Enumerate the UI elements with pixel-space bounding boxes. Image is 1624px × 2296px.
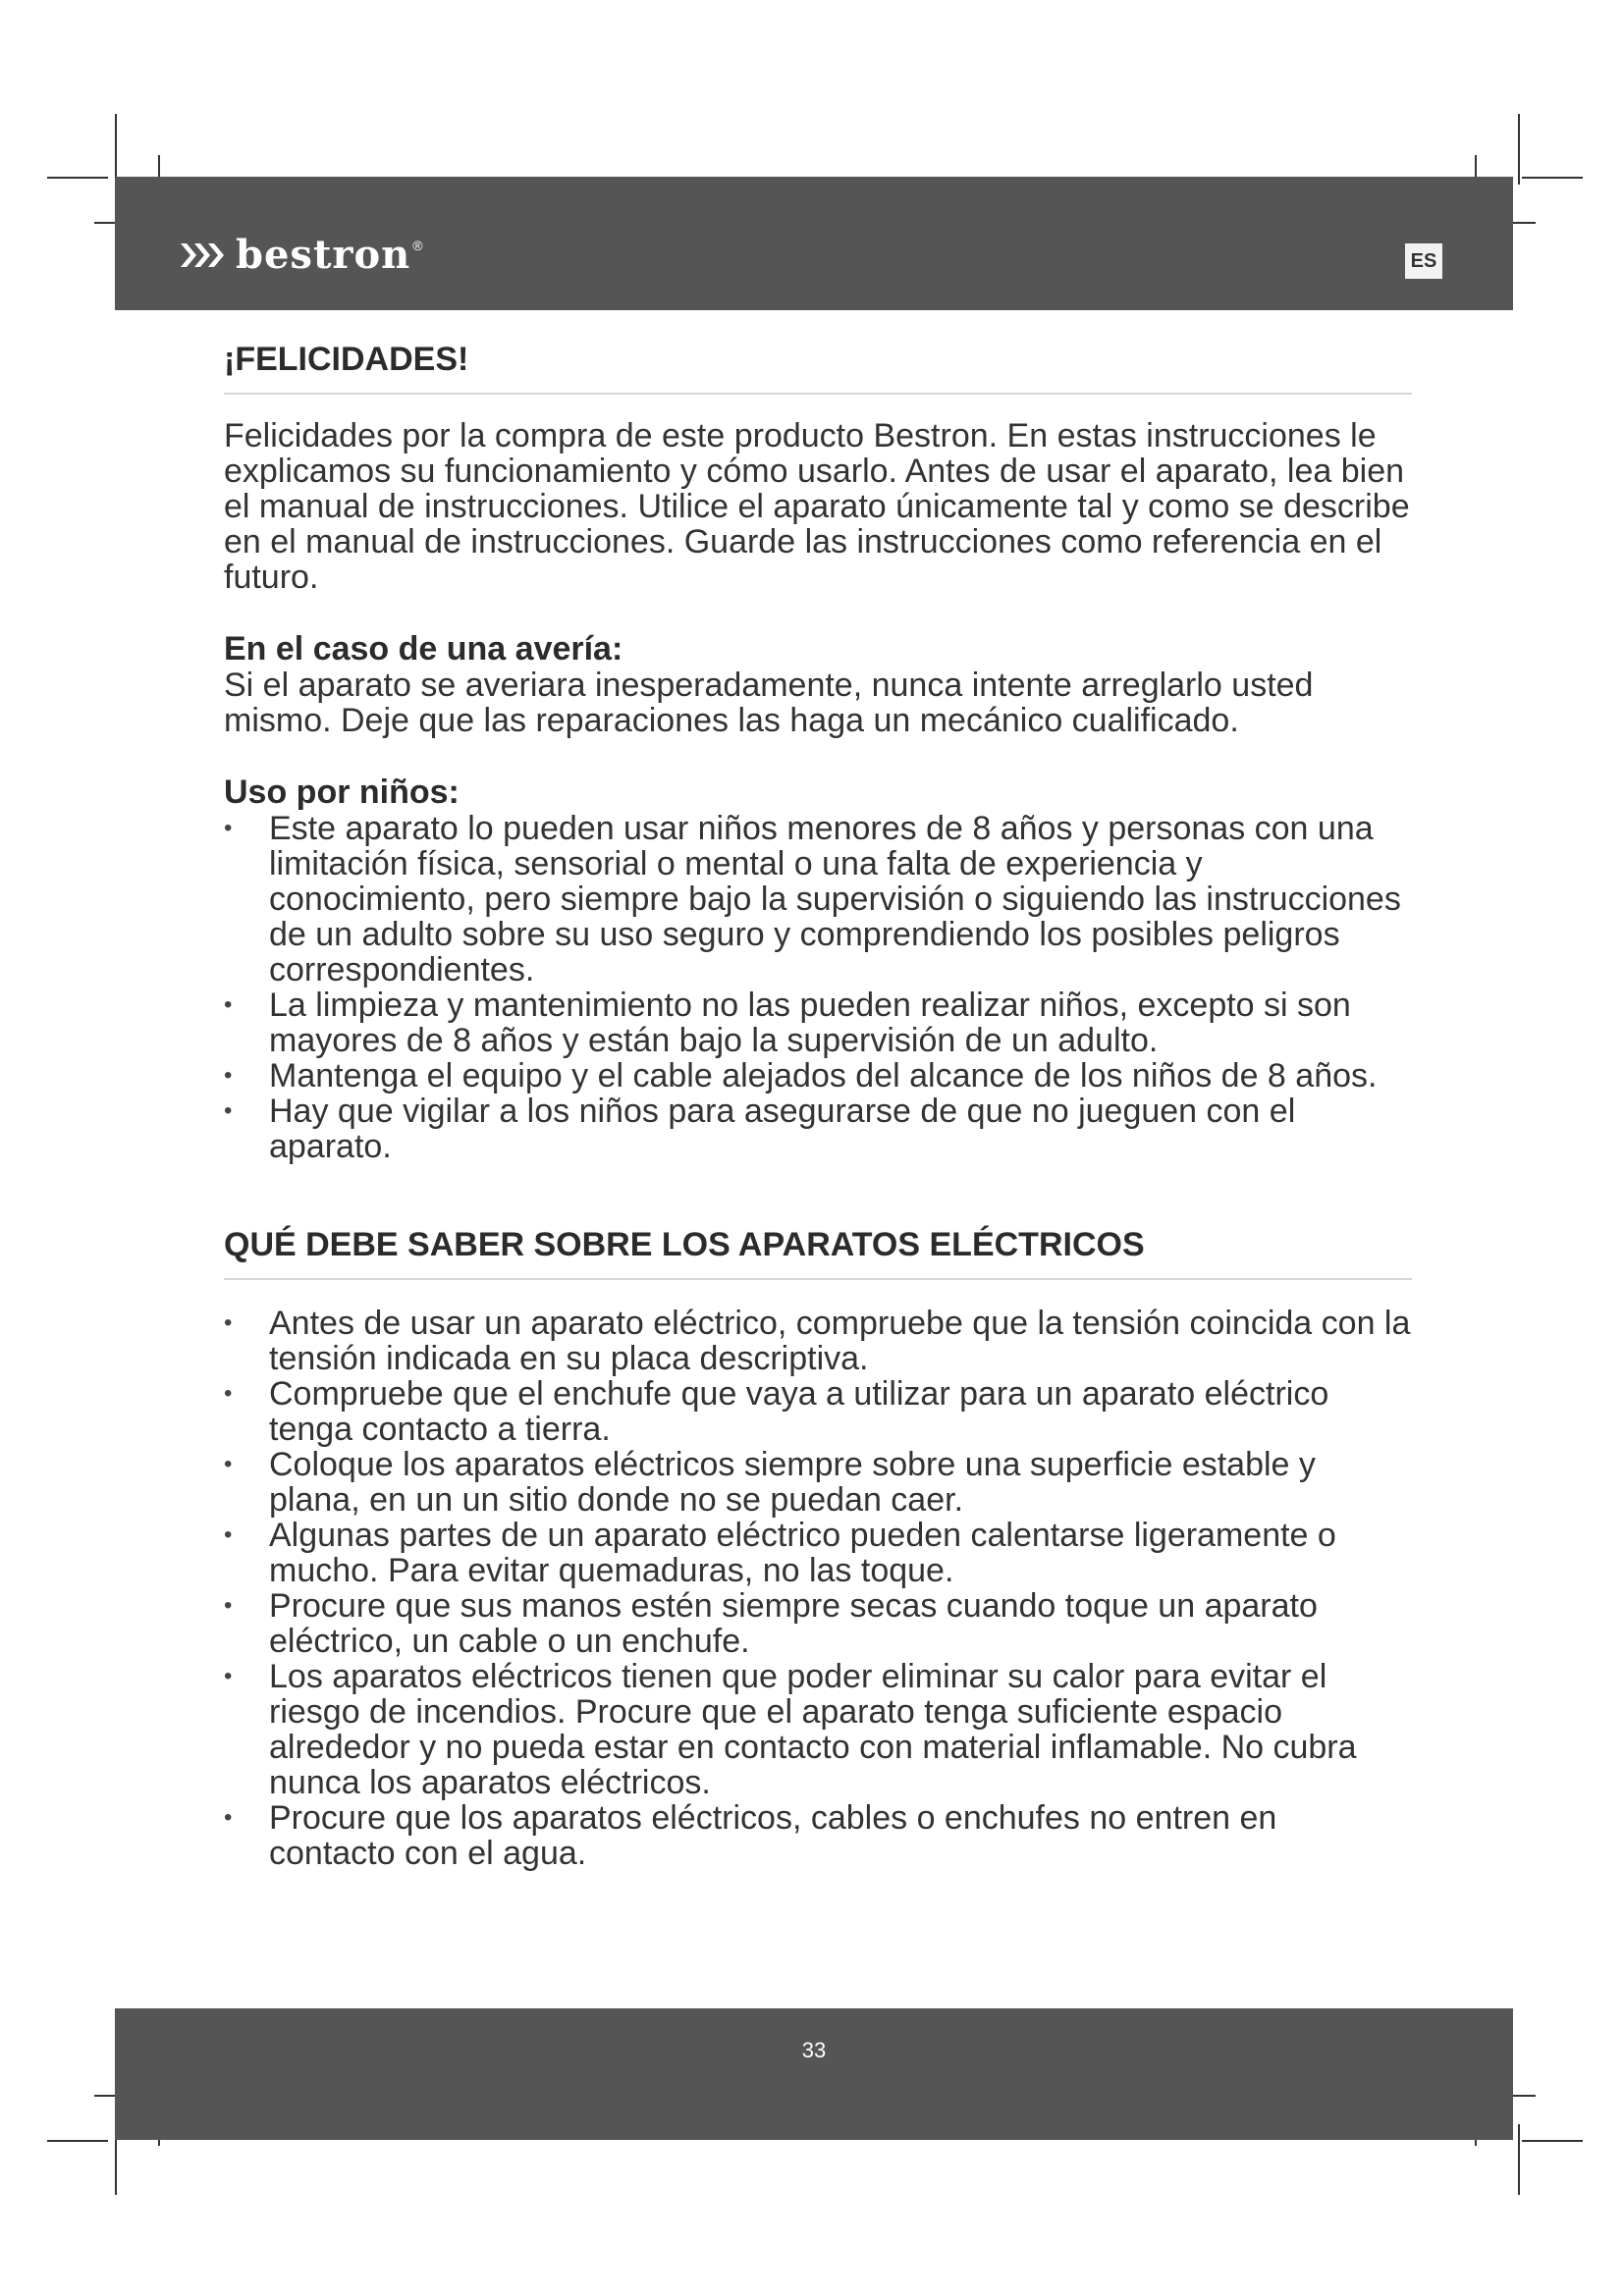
- bullet-icon: •: [224, 1451, 233, 1477]
- electrical-list: [224, 1306, 1412, 1871]
- list-item-text: Algunas partes de un aparato eléctrico pueden calentarse ligeramente o mucho. Para evitar quemaduras, no las toque.: [269, 1517, 1336, 1589]
- list-item: [224, 988, 1412, 1058]
- list-item: [224, 811, 1412, 988]
- breakdown-paragraph: Si el aparato se averiara inesperadamente, nunca intente arreglarlo usted mismo. Deje que las reparaciones las haga un mecánico cualificado.: [224, 667, 1314, 739]
- list-item: [224, 1094, 1412, 1164]
- list-item-text: Procure que los aparatos eléctricos, cables o enchufes no entren en contacto con el agua.: [269, 1799, 1277, 1872]
- section-title-felicidades: ¡FELICIDADES!: [224, 340, 1412, 395]
- children-heading: Uso por niños:: [224, 774, 460, 811]
- crop-mark: [47, 177, 108, 179]
- list-item: [224, 1306, 1412, 1376]
- brand-logo: [181, 232, 423, 278]
- list-item-text: Antes de usar un aparato eléctrico, compruebe que la tensión coincida con la tensión indicada en su placa descriptiva.: [269, 1305, 1411, 1377]
- bullet-icon: •: [224, 1309, 233, 1336]
- list-item-text: Procure que sus manos estén siempre secas cuando toque un aparato eléctrico, un cable o un enchufe.: [269, 1587, 1318, 1660]
- bullet-icon: •: [224, 815, 233, 841]
- bullet-icon: •: [224, 1380, 233, 1407]
- page-content: [224, 340, 1412, 1871]
- list-item: [224, 1518, 1412, 1588]
- bullet-icon: •: [224, 1062, 233, 1089]
- list-item-text: Compruebe que el enchufe que vaya a utilizar para un aparato eléctrico tenga contacto a tierra.: [269, 1375, 1329, 1448]
- header-band: [115, 177, 1513, 310]
- children-list: [224, 811, 1412, 1164]
- bullet-icon: •: [224, 1663, 233, 1689]
- list-item-text: Los aparatos eléctricos tienen que poder eliminar su calor para evitar el riesgo de incendios. Procure que el aparato tenga suficiente espacio alrededor y no pueda estar en contacto con material inflamable. No cubra nunca los aparatos eléctricos.: [269, 1658, 1357, 1801]
- crop-mark: [1518, 114, 1520, 185]
- list-item: [224, 1659, 1412, 1800]
- bullet-icon: •: [224, 1592, 233, 1619]
- brand-name: bestron: [236, 232, 411, 278]
- list-item-text: Coloque los aparatos eléctricos siempre sobre una superficie estable y plana, en un un sitio donde no se puedan caer.: [269, 1446, 1316, 1519]
- bullet-icon: •: [224, 1097, 233, 1124]
- section-title-electrical: QUÉ DEBE SABER SOBRE LOS APARATOS ELÉCTRICOS: [224, 1225, 1412, 1280]
- page-number: 33: [801, 2038, 827, 2062]
- crop-mark: [1522, 177, 1583, 179]
- bullet-icon: •: [224, 1522, 233, 1548]
- list-item: [224, 1588, 1412, 1659]
- list-item: [224, 1376, 1412, 1447]
- registered-mark: ®: [412, 238, 423, 253]
- list-item: [224, 1058, 1412, 1094]
- crop-mark: [47, 2140, 108, 2142]
- list-item-text: Mantenga el equipo y el cable alejados del alcance de los niños de 8 años.: [269, 1057, 1378, 1095]
- bullet-icon: •: [224, 1804, 233, 1831]
- list-item-text: Hay que vigilar a los niños para asegurarse de que no jueguen con el aparato.: [269, 1093, 1296, 1165]
- language-badge: ES: [1405, 243, 1442, 279]
- bullet-icon: •: [224, 991, 233, 1018]
- breakdown-heading: En el caso de una avería:: [224, 630, 623, 667]
- list-item-text: Este aparato lo pueden usar niños menores de 8 años y personas con una limitación física, sensorial o mental o una falta de experiencia y conocimiento, pero siempre bajo la supervisión o siguiendo las instrucciones de un adulto sobre su uso seguro y comprendiendo los posibles peligros correspondientes.: [269, 810, 1401, 988]
- list-item: [224, 1800, 1412, 1871]
- crop-mark: [115, 114, 117, 185]
- footer-band: [115, 2008, 1513, 2140]
- crop-mark: [1522, 2140, 1583, 2142]
- crop-mark: [1518, 2124, 1520, 2195]
- list-item: [224, 1447, 1412, 1518]
- intro-paragraph: Felicidades por la compra de este producto Bestron. En estas instrucciones le explicamos su funcionamiento y cómo usarlo. Antes de usar el aparato, lea bien el manual de instrucciones. Utilice el aparato únicamente tal y como se describe en el manual de instrucciones. Guarde las instrucciones como referencia en el futuro.: [224, 417, 1410, 596]
- list-item-text: La limpieza y mantenimiento no las pueden realizar niños, excepto si son mayores de 8 años y están bajo la supervisión de un adulto.: [269, 987, 1351, 1059]
- logo-chevrons-icon: [181, 240, 228, 271]
